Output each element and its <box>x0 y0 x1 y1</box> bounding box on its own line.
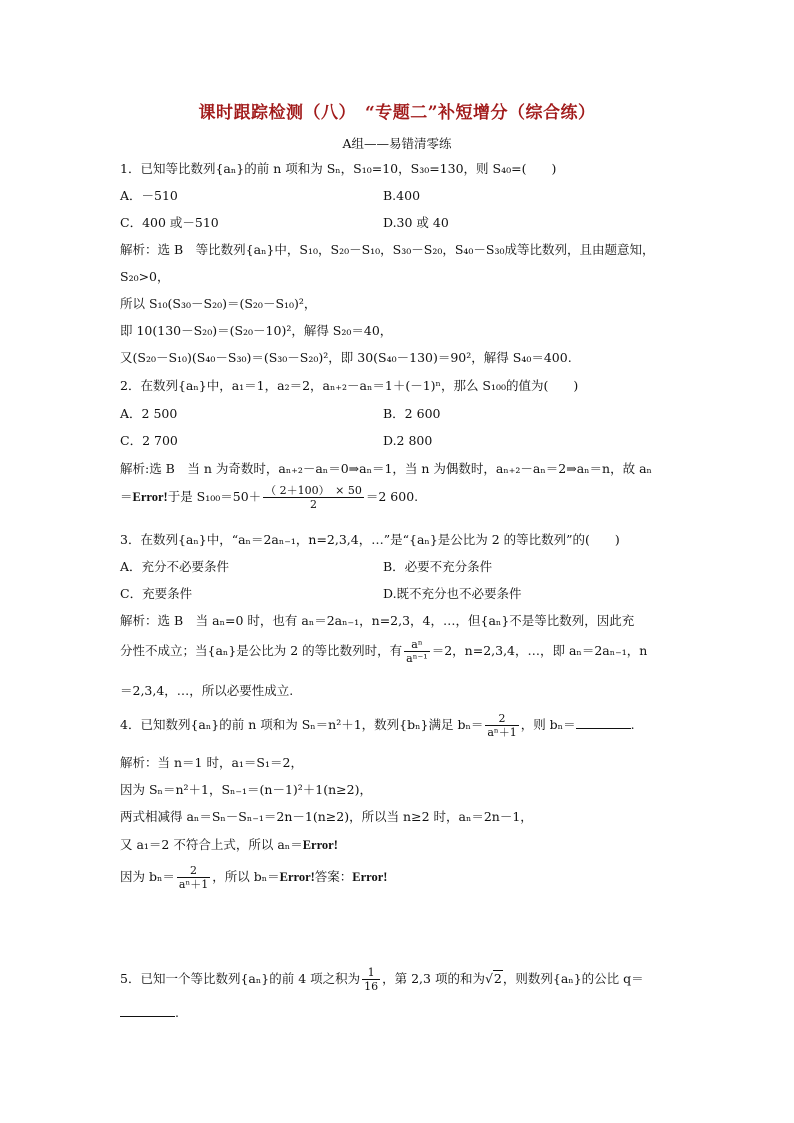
question-3-option-c: C．充要条件 <box>120 586 193 601</box>
solution-text: 因为 bₙ＝ <box>120 869 175 884</box>
solution-text: ，所以 bₙ＝ <box>212 869 280 884</box>
fraction-denominator: 2 <box>263 497 364 511</box>
question-3-solution-line-3: ＝2,3,4，…，所以必要性成立. <box>120 683 294 698</box>
question-3-option-d: D.既不充分也不必要条件 <box>383 586 522 601</box>
error-marker: Error! <box>302 838 338 852</box>
fraction <box>404 638 430 665</box>
solution-text: 于是 S₁₀₀＝50＋ <box>167 489 262 504</box>
solution-text: ＝2 600. <box>365 489 419 504</box>
question-2-option-a: A．2 500 <box>120 406 178 421</box>
question-3-stem: 3．在数列{aₙ}中，“aₙ＝2aₙ₋₁，n=2,3,4，…”是“{aₙ}是公比为 2 的等比数列”的( ) <box>120 532 620 547</box>
fraction <box>177 864 210 891</box>
question-4-solution-line-4 <box>120 836 338 854</box>
stem-text: 4．已知数列{aₙ}的前 n 项和为 Sₙ＝n²＋1，数列{bₙ}满足 bₙ＝ <box>120 717 484 732</box>
fraction-denominator: aⁿ⁻¹ <box>406 652 428 665</box>
question-1-option-a: A．－510 <box>120 188 178 203</box>
question-2-option-b: B．2 600 <box>383 406 441 421</box>
solution-text: 又 a₁＝2 不符合上式，所以 aₙ＝ <box>120 837 303 852</box>
fraction-denominator: 16 <box>364 980 379 993</box>
answer-blank <box>576 716 631 729</box>
question-4-solution-line-1: 解析：当 n＝1 时，a₁＝S₁＝2， <box>120 755 303 770</box>
question-1-solution-line-5: 又(S₂₀－S₁₀)(S₄₀－S₃₀)＝(S₃₀－S₂₀)²，即 30(S₄₀－130)＝90²，解得 S₄₀＝400. <box>120 350 572 365</box>
question-4-solution-line-5 <box>120 864 387 891</box>
fraction <box>362 966 380 993</box>
error-marker: Error! <box>279 870 315 884</box>
question-2-solution-line-2 <box>120 484 418 511</box>
question-3-solution-line-2 <box>120 638 647 665</box>
question-4-stem <box>120 712 635 739</box>
fraction-numerator: 1 <box>367 966 375 979</box>
question-1-option-c: C．400 或－510 <box>120 215 219 230</box>
stem-text: . <box>175 1005 179 1020</box>
fraction-numerator: 2 <box>498 712 506 725</box>
fraction-denominator: aⁿ＋1 <box>178 878 209 891</box>
fraction <box>263 484 364 511</box>
answer-blank <box>120 1004 175 1017</box>
question-2-option-c: C．2 700 <box>120 433 178 448</box>
sqrt-sign: √ <box>484 971 493 986</box>
question-2-stem: 2．在数列{aₙ}中，a₁＝1，a₂＝2，aₙ₊₂－aₙ＝1＋(－1)ⁿ，那么 S₁₀₀的值为( ) <box>120 378 579 393</box>
question-2-solution-line-1: 解析:选 B 当 n 为奇数时，aₙ₊₂－aₙ＝0⇒aₙ＝1，当 n 为偶数时，aₙ₊₂－aₙ＝2⇒aₙ＝n，故 aₙ <box>120 461 652 476</box>
section-heading: A组——易错清零练 <box>342 136 452 151</box>
fraction-denominator: aⁿ＋1 <box>487 726 517 739</box>
question-1-solution-line-3: 所以 S₁₀(S₃₀－S₂₀)＝(S₂₀－S₁₀)²， <box>120 296 317 311</box>
question-4-solution-line-3: 两式相减得 aₙ＝Sₙ－Sₙ₋₁＝2n－1(n≥2)，所以当 n≥2 时，aₙ＝2n－1， <box>120 809 533 824</box>
stem-text: ，第 2,3 项的和为 <box>382 971 485 986</box>
error-marker: Error! <box>352 870 388 884</box>
stem-text: 5．已知一个等比数列{aₙ}的前 4 项之积为 <box>120 971 361 986</box>
question-2-option-d: D.2 800 <box>383 433 433 448</box>
page-title: 课时跟踪检测（八） “专题二”补短增分（综合练） <box>198 103 596 123</box>
question-1-solution-line-2: S₂₀>0， <box>120 269 170 284</box>
fraction-numerator: aⁿ <box>411 638 423 651</box>
solution-text: 答案： <box>314 869 353 884</box>
question-3-option-b: B．必要不充分条件 <box>383 559 493 574</box>
solution-text: 分性不成立；当{aₙ}是公比为 2 的等比数列时，有 <box>120 643 403 658</box>
solution-text: ＝ <box>120 489 133 504</box>
sqrt-value: 2 <box>493 971 502 986</box>
question-5-stem <box>120 966 644 993</box>
question-5-answer-line <box>120 1004 179 1022</box>
solution-text: ＝2，n=2,3,4，…，即 aₙ＝2aₙ₋₁，n <box>431 643 648 658</box>
fraction-numerator: （ 2＋100） × 50 <box>265 484 362 497</box>
question-4-solution-line-2: 因为 Sₙ＝n²＋1，Sₙ₋₁＝(n－1)²＋1(n≥2)， <box>120 782 372 797</box>
question-1-option-b: B.400 <box>383 188 421 203</box>
question-1-solution-line-4: 即 10(130－S₂₀)＝(S₂₀－10)²，解得 S₂₀＝40， <box>120 323 393 338</box>
fraction <box>485 712 518 739</box>
question-1-option-d: D.30 或 40 <box>383 215 449 230</box>
stem-text: ，则数列{aₙ}的公比 q＝ <box>502 971 644 986</box>
error-marker: Error! <box>132 490 168 504</box>
stem-text: ，则 bₙ＝ <box>520 717 576 732</box>
stem-text: . <box>630 717 635 732</box>
fraction-numerator: 2 <box>190 864 198 877</box>
question-3-option-a: A．充分不必要条件 <box>120 559 230 574</box>
question-1-solution-line-1: 解析：选 B 等比数列{aₙ}中，S₁₀，S₂₀－S₁₀，S₃₀－S₂₀，S₄₀－S₃₀成等比数列，且由题意知， <box>120 242 655 257</box>
question-1-stem: 1．已知等比数列{aₙ}的前 n 项和为 Sₙ，S₁₀=10，S₃₀=130，则 S₄₀=( ) <box>120 161 557 176</box>
question-3-solution-line-1: 解析：选 B 当 aₙ=0 时，也有 aₙ＝2aₙ₋₁，n=2,3，4，…，但{aₙ}不是等比数列，因此充 <box>120 613 635 628</box>
